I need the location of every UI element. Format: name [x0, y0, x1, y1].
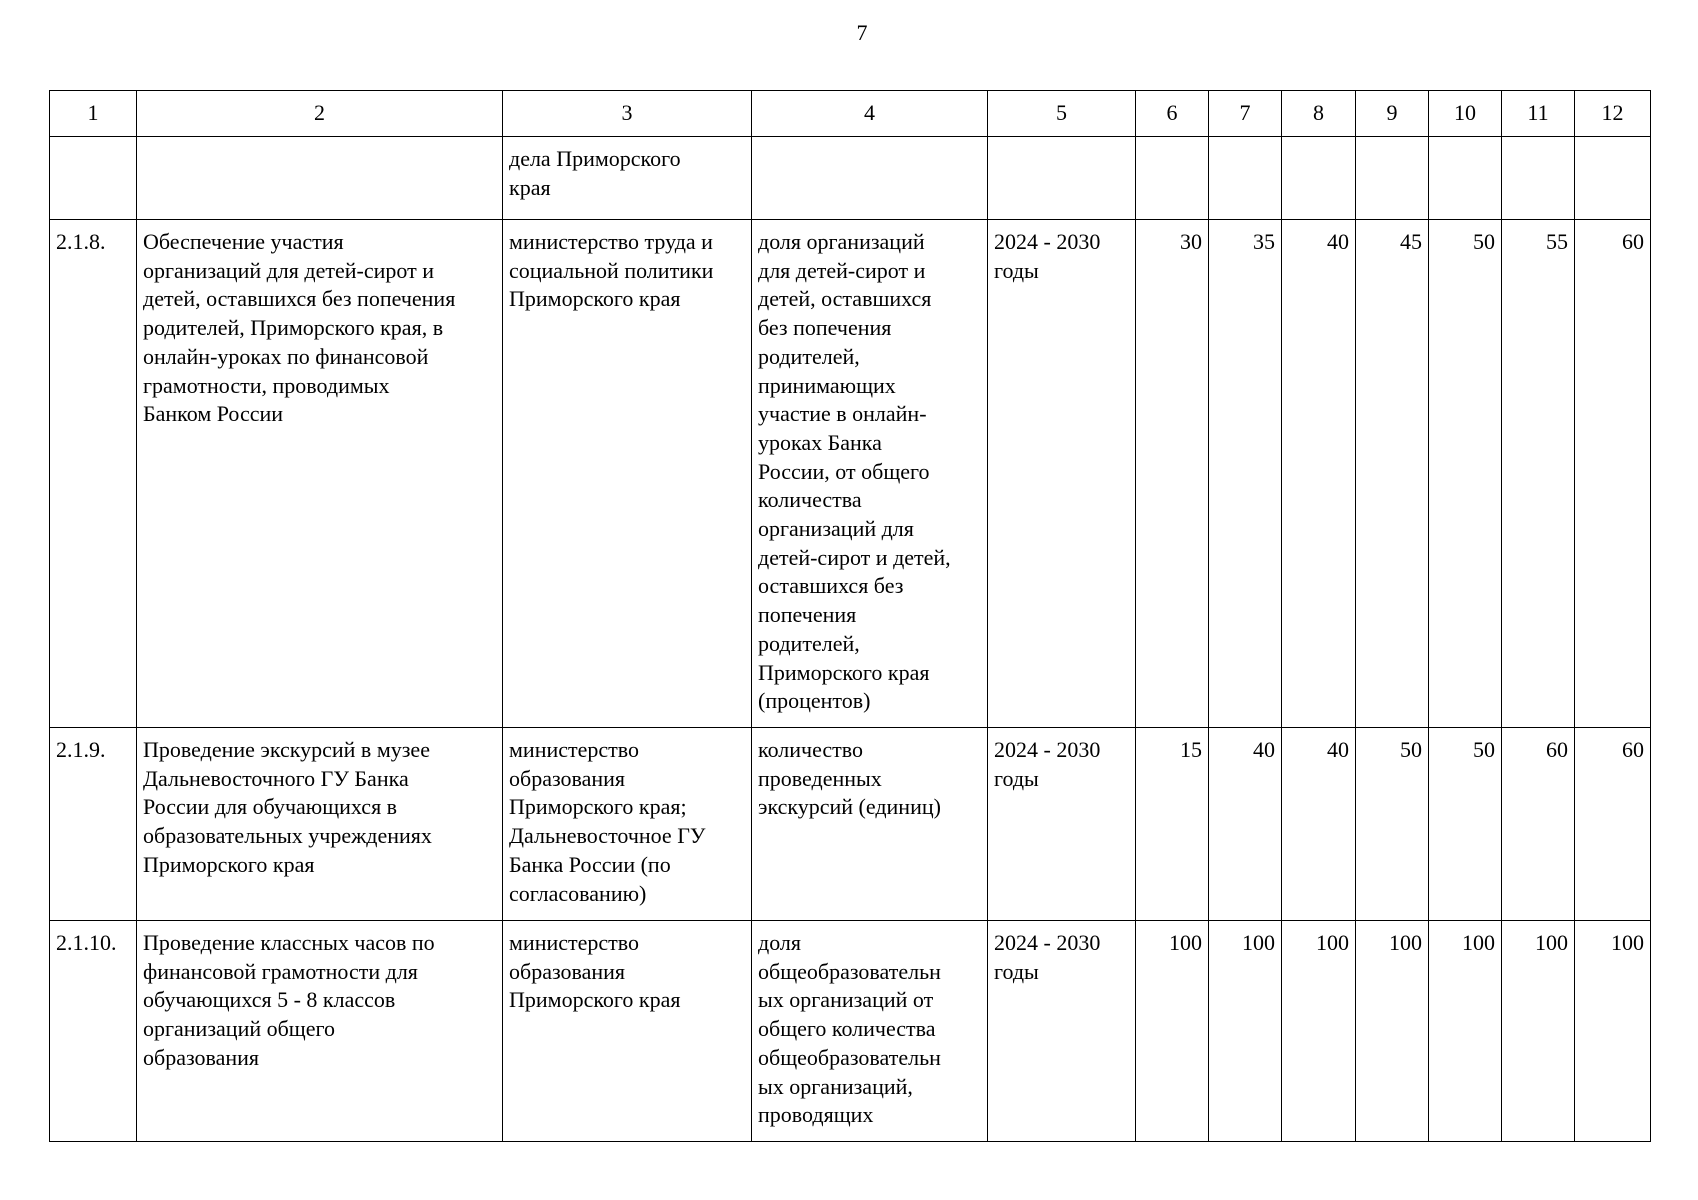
indicator-cell: доля организаций для детей-сирот и детей, оставшихся без попечения родителей, принимающих участие в онлайн- уроках Банка России, от общего количества организаций для детей-сирот и детей, оставшихся без попечения родителей, Приморского края (процентов): [752, 220, 988, 728]
executor-cell: министерство труда и социальной политики Приморского края: [503, 220, 752, 728]
indicator-cell: количество проведенных экскурсий (единиц): [752, 728, 988, 921]
column-number: 11: [1502, 91, 1575, 137]
column-number: 4: [752, 91, 988, 137]
column-number: 8: [1282, 91, 1356, 137]
value-cell: [1209, 137, 1282, 220]
row-id-cell: 2.1.8.: [50, 220, 137, 728]
value-cell: 40: [1282, 220, 1356, 728]
measure-cell: Проведение классных часов по финансовой грамотности для обучающихся 5 - 8 классов организаций общего образования: [137, 921, 503, 1142]
value-cell: 15: [1136, 728, 1209, 921]
value-cell: 100: [1429, 921, 1502, 1142]
value-cell: 100: [1136, 921, 1209, 1142]
value-cell: [1502, 137, 1575, 220]
period-cell: 2024 - 2030 годы: [988, 220, 1136, 728]
indicator-cell: доля общеобразовательн ых организаций от общего количества общеобразовательн ых организаций, проводящих: [752, 921, 988, 1142]
value-cell: 45: [1356, 220, 1429, 728]
value-cell: 30: [1136, 220, 1209, 728]
value-cell: 100: [1575, 921, 1651, 1142]
value-cell: 100: [1209, 921, 1282, 1142]
value-cell: 60: [1502, 728, 1575, 921]
table-row: [50, 220, 1651, 728]
column-number: 7: [1209, 91, 1282, 137]
column-number: 12: [1575, 91, 1651, 137]
value-cell: 35: [1209, 220, 1282, 728]
column-number: 3: [503, 91, 752, 137]
executor-cell: министерство образования Приморского края: [503, 921, 752, 1142]
table-row: [50, 921, 1651, 1142]
value-cell: 100: [1502, 921, 1575, 1142]
period-cell: 2024 - 2030 годы: [988, 921, 1136, 1142]
value-cell: 40: [1282, 728, 1356, 921]
value-cell: 50: [1429, 220, 1502, 728]
period-cell: 2024 - 2030 годы: [988, 728, 1136, 921]
column-number-row: [50, 91, 1651, 137]
row-id-cell: [50, 137, 137, 220]
column-number: 9: [1356, 91, 1429, 137]
value-cell: [1575, 137, 1651, 220]
value-cell: [1429, 137, 1502, 220]
column-number: 6: [1136, 91, 1209, 137]
measure-cell: Обеспечение участия организаций для детей-сирот и детей, оставшихся без попечения родителей, Приморского края, в онлайн-уроках по финансовой грамотности, проводимых Банком России: [137, 220, 503, 728]
measure-cell: Проведение экскурсий в музее Дальневосточного ГУ Банка России для обучающихся в образовательных учреждениях Приморского края: [137, 728, 503, 921]
executor-cell: дела Приморского края: [503, 137, 752, 220]
value-cell: 40: [1209, 728, 1282, 921]
value-cell: [1136, 137, 1209, 220]
table-row: [50, 728, 1651, 921]
value-cell: 100: [1282, 921, 1356, 1142]
measure-cell: [137, 137, 503, 220]
page-number: 7: [856, 20, 868, 45]
column-number: 1: [50, 91, 137, 137]
value-cell: 50: [1429, 728, 1502, 921]
row-id-cell: 2.1.9.: [50, 728, 137, 921]
indicator-cell: [752, 137, 988, 220]
value-cell: 100: [1356, 921, 1429, 1142]
value-cell: 55: [1502, 220, 1575, 728]
row-id-cell: 2.1.10.: [50, 921, 137, 1142]
value-cell: 60: [1575, 728, 1651, 921]
program-measures-table: [49, 90, 1651, 1142]
period-cell: [988, 137, 1136, 220]
value-cell: 50: [1356, 728, 1429, 921]
continuation-row: [50, 137, 1651, 220]
executor-cell: министерство образования Приморского края; Дальневосточное ГУ Банка России (по согласованию): [503, 728, 752, 921]
value-cell: [1356, 137, 1429, 220]
column-number: 2: [137, 91, 503, 137]
value-cell: 60: [1575, 220, 1651, 728]
column-number: 5: [988, 91, 1136, 137]
column-number: 10: [1429, 91, 1502, 137]
value-cell: [1282, 137, 1356, 220]
